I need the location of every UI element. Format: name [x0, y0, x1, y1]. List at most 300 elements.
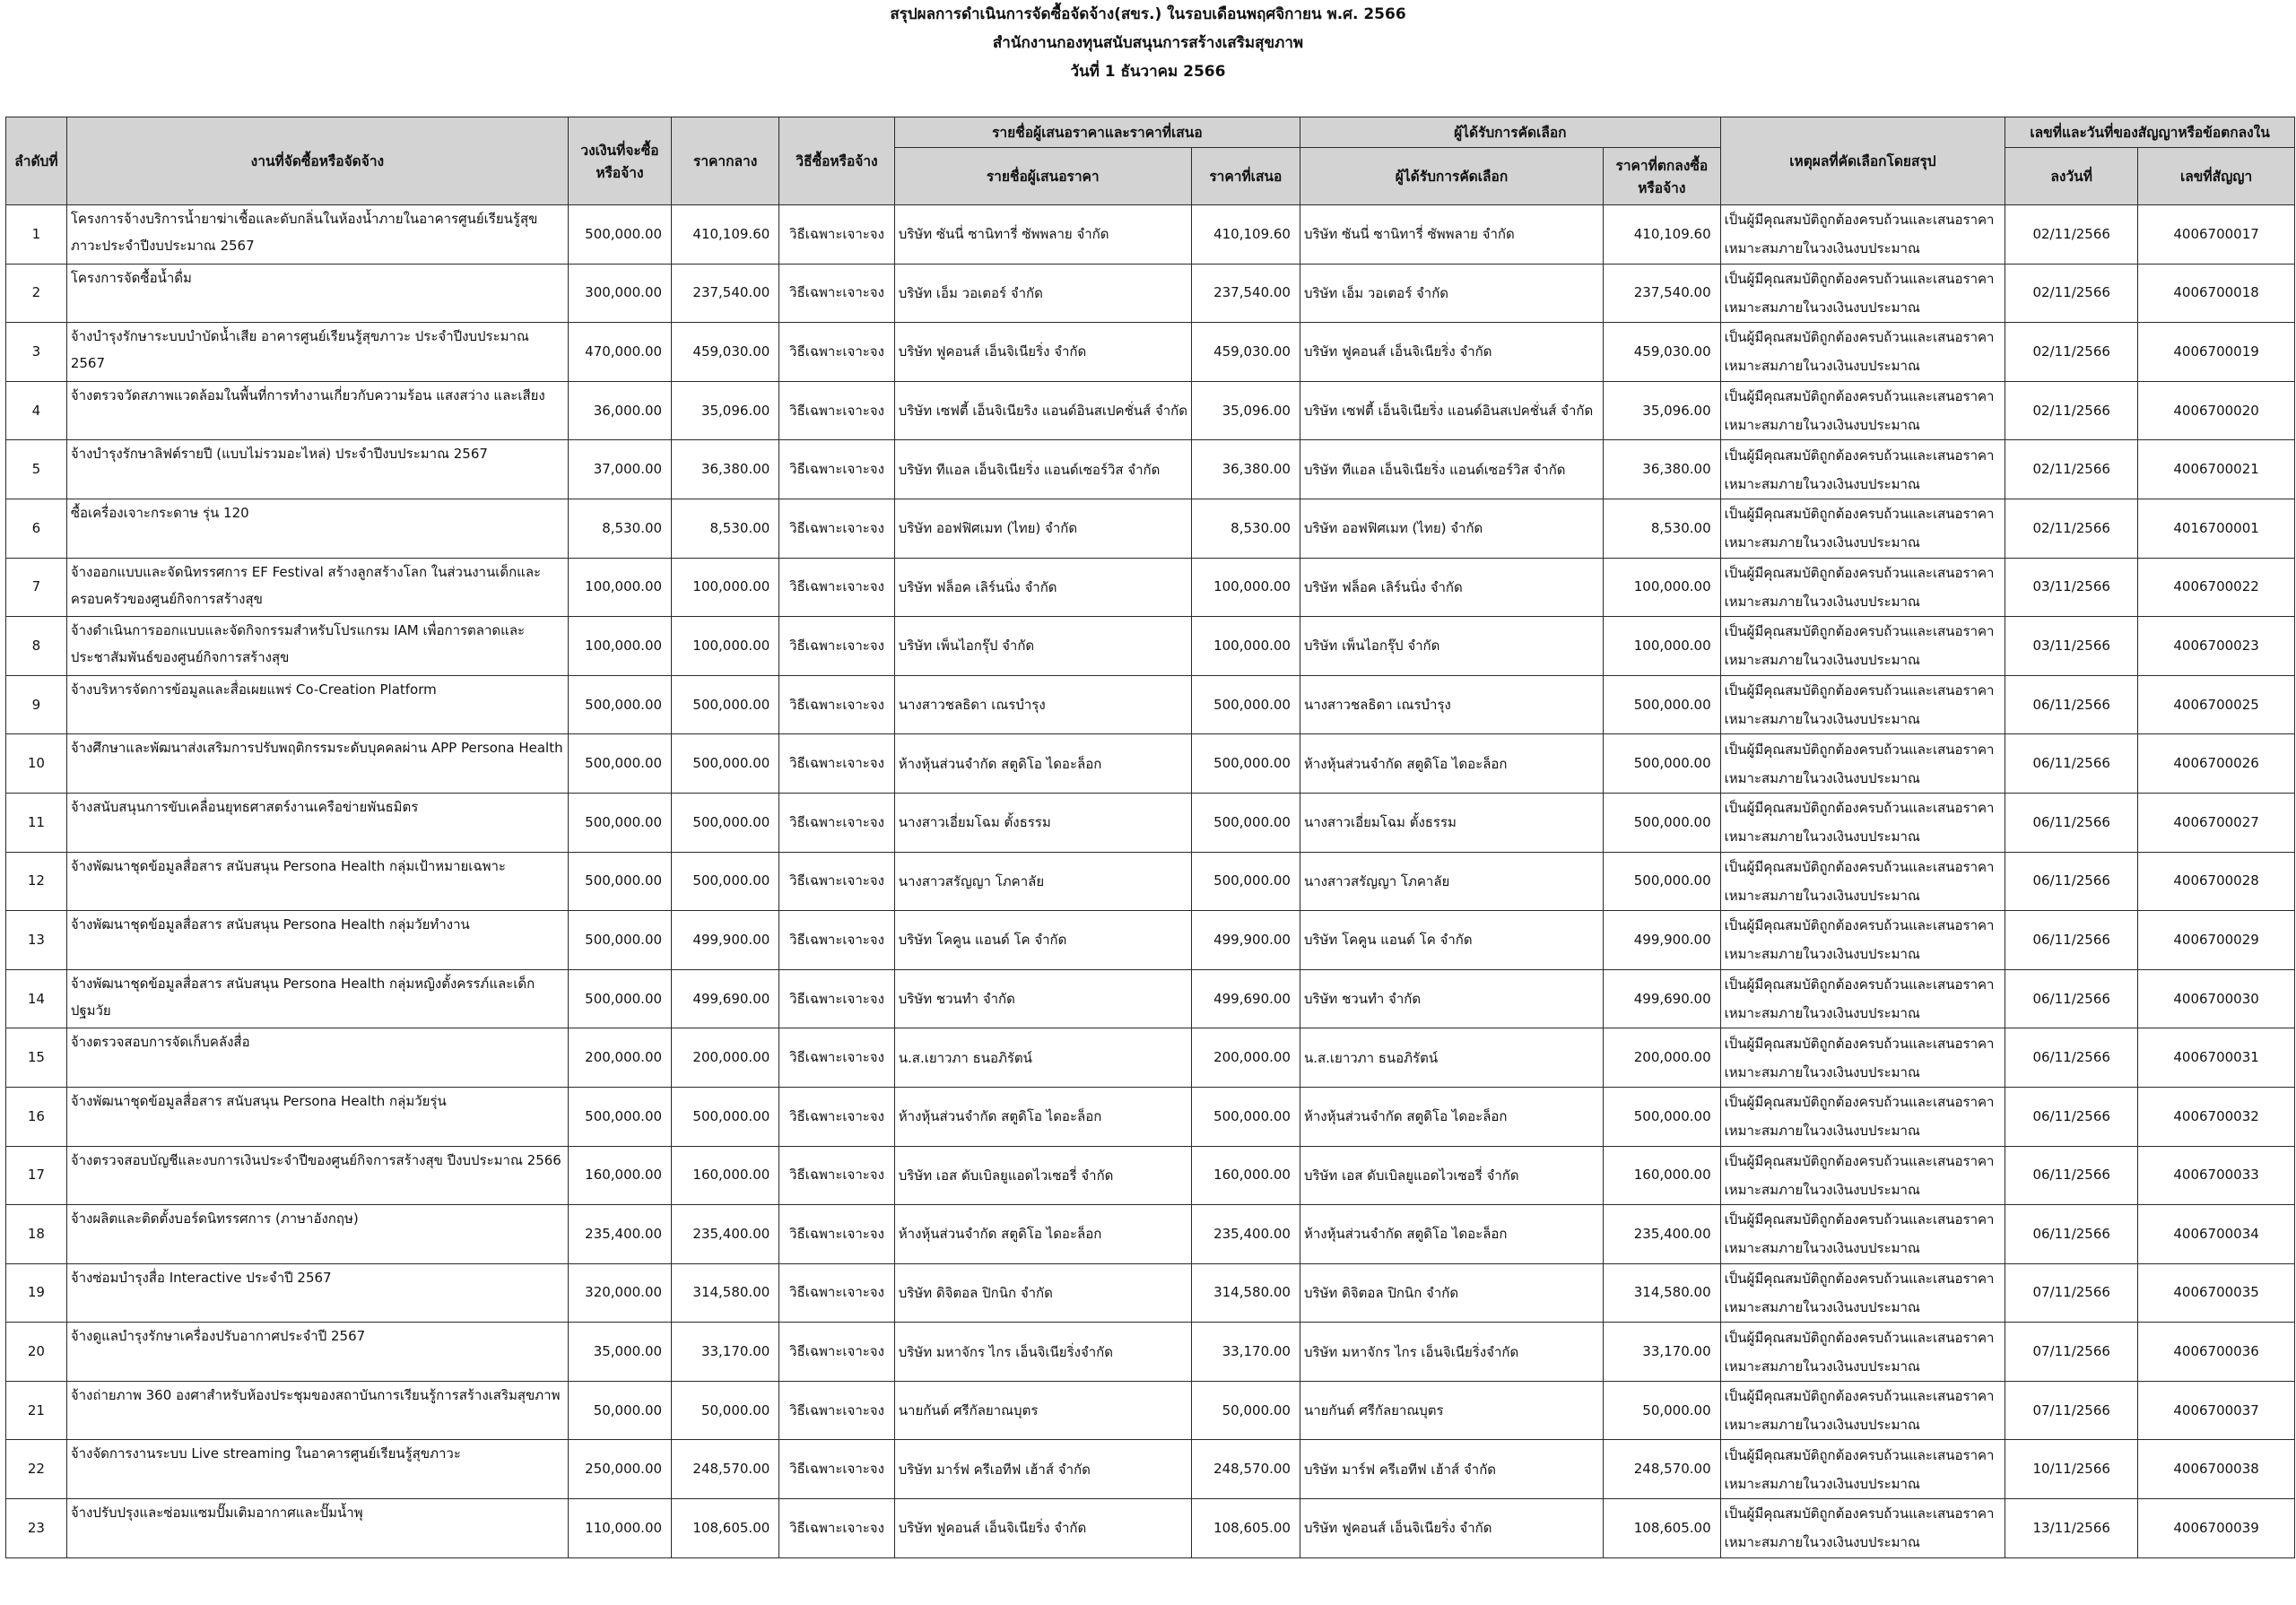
cell-agreed-price: 500,000.00: [1604, 734, 1721, 794]
table-header: [6, 117, 2295, 205]
cell-budget: 320,000.00: [568, 1263, 671, 1323]
cell-agreed-price: 200,000.00: [1604, 1028, 1721, 1088]
cell-agreed-price: 248,570.00: [1604, 1440, 1721, 1499]
cell-bid-price: 314,580.00: [1191, 1263, 1300, 1323]
cell-method: วิธีเฉพาะเจาะจง: [779, 617, 894, 676]
cell-no: 4: [6, 381, 67, 440]
cell-method: วิธีเฉพาะเจาะจง: [779, 1381, 894, 1440]
cell-bidder: บริษัท เพ็นไอกรุ๊ป จำกัด: [894, 617, 1191, 676]
cell-contract-no: 4006700036: [2138, 1323, 2295, 1382]
cell-no: 22: [6, 1440, 67, 1499]
cell-reason: เป็นผู้มีคุณสมบัติถูกต้องครบถ้วนและเสนอราคาเหมาะสมภายในวงเงินงบประมาณ: [1720, 969, 2005, 1028]
cell-median-price: 500,000.00: [672, 793, 779, 852]
col-header-agreed-price: ราคาที่ตกลงซื้อหรือจ้าง: [1604, 148, 1721, 205]
cell-bidder: บริษัท ออฟฟิศเมท (ไทย) จำกัด: [894, 499, 1191, 558]
cell-contract-date: 03/11/2566: [2005, 558, 2138, 617]
cell-median-price: 248,570.00: [672, 1440, 779, 1499]
cell-reason: เป็นผู้มีคุณสมบัติถูกต้องครบถ้วนและเสนอราคาเหมาะสมภายในวงเงินงบประมาณ: [1720, 558, 2005, 617]
cell-winner: บริษัท ฟูคอนส์ เอ็นจิเนียริ่ง จำกัด: [1300, 1499, 1603, 1558]
cell-budget: 235,400.00: [568, 1205, 671, 1264]
cell-bid-price: 100,000.00: [1191, 558, 1300, 617]
cell-agreed-price: 36,380.00: [1604, 440, 1721, 499]
cell-agreed-price: 500,000.00: [1604, 852, 1721, 911]
table-row: [6, 205, 2295, 265]
cell-budget: 160,000.00: [568, 1146, 671, 1205]
cell-contract-date: 06/11/2566: [2005, 1146, 2138, 1205]
cell-budget: 110,000.00: [568, 1499, 671, 1558]
table-row: [6, 440, 2295, 499]
cell-agreed-price: 410,109.60: [1604, 205, 1721, 265]
cell-reason: เป็นผู้มีคุณสมบัติถูกต้องครบถ้วนและเสนอราคาเหมาะสมภายในวงเงินงบประมาณ: [1720, 852, 2005, 911]
cell-item: จ้างดูแลบำรุงรักษาเครื่องปรับอากาศประจำปี 2567: [66, 1323, 568, 1382]
cell-item: จ้างตรวจสอบการจัดเก็บคลังสื่อ: [66, 1028, 568, 1088]
cell-agreed-price: 160,000.00: [1604, 1146, 1721, 1205]
cell-agreed-price: 500,000.00: [1604, 793, 1721, 852]
cell-contract-no: 4006700017: [2138, 205, 2295, 265]
cell-winner: ห้างหุ้นส่วนจำกัด สตูดิโอ ไดอะล็อก: [1300, 1087, 1603, 1146]
cell-no: 8: [6, 617, 67, 676]
table-row: [6, 852, 2295, 911]
cell-reason: เป็นผู้มีคุณสมบัติถูกต้องครบถ้วนและเสนอราคาเหมาะสมภายในวงเงินงบประมาณ: [1720, 264, 2005, 323]
cell-contract-date: 06/11/2566: [2005, 1205, 2138, 1264]
cell-item: จ้างตรวจสอบบัญชีและงบการเงินประจำปีของศูนย์กิจการสร้างสุข ปีงบประมาณ 2566: [66, 1146, 568, 1205]
cell-bid-price: 235,400.00: [1191, 1205, 1300, 1264]
cell-budget: 100,000.00: [568, 617, 671, 676]
cell-median-price: 35,096.00: [672, 381, 779, 440]
cell-agreed-price: 35,096.00: [1604, 381, 1721, 440]
cell-bidder: ห้างหุ้นส่วนจำกัด สตูดิโอ ไดอะล็อก: [894, 734, 1191, 794]
cell-no: 21: [6, 1381, 67, 1440]
cell-item: จ้างผลิตและติดตั้งบอร์ดนิทรรศการ (ภาษาอังกฤษ): [66, 1205, 568, 1264]
cell-median-price: 459,030.00: [672, 323, 779, 382]
cell-no: 16: [6, 1087, 67, 1146]
cell-bidder: ห้างหุ้นส่วนจำกัด สตูดิโอ ไดอะล็อก: [894, 1205, 1191, 1264]
cell-winner: นางสาวสรัญญา โภคาลัย: [1300, 852, 1603, 911]
cell-median-price: 499,900.00: [672, 911, 779, 970]
cell-winner: บริษัท ฟล็อค เลิร์นนิ่ง จำกัด: [1300, 558, 1603, 617]
cell-agreed-price: 8,530.00: [1604, 499, 1721, 558]
cell-bid-price: 500,000.00: [1191, 852, 1300, 911]
cell-reason: เป็นผู้มีคุณสมบัติถูกต้องครบถ้วนและเสนอราคาเหมาะสมภายในวงเงินงบประมาณ: [1720, 734, 2005, 794]
cell-item: จ้างจัดการงานระบบ Live streaming ในอาคารศูนย์เรียนรู้สุขภาวะ: [66, 1440, 568, 1499]
table-row: [6, 558, 2295, 617]
cell-contract-date: 07/11/2566: [2005, 1381, 2138, 1440]
cell-bidder: บริษัท ซันนี่ ซานิทารี่ ซัพพลาย จำกัด: [894, 205, 1191, 265]
cell-item: จ้างบำรุงรักษาระบบบำบัดน้ำเสีย อาคารศูนย์เรียนรู้สุขภาวะ ประจำปีงบประมาณ 2567: [66, 323, 568, 382]
procurement-table: [5, 117, 2295, 1558]
cell-budget: 500,000.00: [568, 911, 671, 970]
cell-agreed-price: 237,540.00: [1604, 264, 1721, 323]
cell-reason: เป็นผู้มีคุณสมบัติถูกต้องครบถ้วนและเสนอราคาเหมาะสมภายในวงเงินงบประมาณ: [1720, 1205, 2005, 1264]
table-row: [6, 1323, 2295, 1382]
table-row: [6, 1028, 2295, 1088]
cell-contract-no: 4016700001: [2138, 499, 2295, 558]
cell-bidder: บริษัท เอส ดับเบิลยูแอดไวเซอรี่ จำกัด: [894, 1146, 1191, 1205]
cell-reason: เป็นผู้มีคุณสมบัติถูกต้องครบถ้วนและเสนอราคาเหมาะสมภายในวงเงินงบประมาณ: [1720, 1263, 2005, 1323]
cell-contract-no: 4006700034: [2138, 1205, 2295, 1264]
cell-no: 13: [6, 911, 67, 970]
cell-budget: 100,000.00: [568, 558, 671, 617]
cell-budget: 500,000.00: [568, 734, 671, 794]
cell-contract-date: 07/11/2566: [2005, 1323, 2138, 1382]
cell-winner: บริษัท โคคูน แอนด์ โค จำกัด: [1300, 911, 1603, 970]
cell-median-price: 314,580.00: [672, 1263, 779, 1323]
cell-no: 23: [6, 1499, 67, 1558]
cell-contract-date: 06/11/2566: [2005, 1087, 2138, 1146]
cell-winner: บริษัท ทีแอล เอ็นจิเนียริ่ง แอนด์เซอร์วิส จำกัด: [1300, 440, 1603, 499]
cell-bidder: บริษัท เอ็ม วอเตอร์ จำกัด: [894, 264, 1191, 323]
cell-bidder: นางสาวชลธิดา เณรบำรุง: [894, 675, 1191, 734]
cell-bid-price: 8,530.00: [1191, 499, 1300, 558]
cell-agreed-price: 108,605.00: [1604, 1499, 1721, 1558]
table-row: [6, 675, 2295, 734]
cell-bidder: บริษัท มหาจักร ไกร เอ็นจิเนียริ่งจำกัด: [894, 1323, 1191, 1382]
cell-bidder: บริษัท ฟูคอนส์ เอ็นจิเนียริ่ง จำกัด: [894, 1499, 1191, 1558]
cell-winner: ห้างหุ้นส่วนจำกัด สตูดิโอ ไดอะล็อก: [1300, 1205, 1603, 1264]
cell-no: 2: [6, 264, 67, 323]
cell-bid-price: 35,096.00: [1191, 381, 1300, 440]
col-header-bidder: รายชื่อผู้เสนอราคา: [894, 148, 1191, 205]
cell-contract-date: 13/11/2566: [2005, 1499, 2138, 1558]
cell-item: จ้างตรวจวัดสภาพแวดล้อมในพื้นที่การทำงานเกี่ยวกับความร้อน แสงสว่าง และเสียง: [66, 381, 568, 440]
cell-contract-no: 4006700037: [2138, 1381, 2295, 1440]
cell-method: วิธีเฉพาะเจาะจง: [779, 911, 894, 970]
cell-reason: เป็นผู้มีคุณสมบัติถูกต้องครบถ้วนและเสนอราคาเหมาะสมภายในวงเงินงบประมาณ: [1720, 1146, 2005, 1205]
cell-budget: 500,000.00: [568, 1087, 671, 1146]
cell-contract-date: 06/11/2566: [2005, 1028, 2138, 1088]
col-header-reason: เหตุผลที่คัดเลือกโดยสรุป: [1720, 117, 2005, 205]
cell-contract-date: 10/11/2566: [2005, 1440, 2138, 1499]
table-row: [6, 323, 2295, 382]
cell-contract-no: 4006700035: [2138, 1263, 2295, 1323]
col-group-contract: เลขที่และวันที่ของสัญญาหรือข้อตกลงใน: [2005, 117, 2295, 148]
cell-bidder: น.ส.เยาวภา ธนอภิรัตน์: [894, 1028, 1191, 1088]
cell-contract-date: 02/11/2566: [2005, 499, 2138, 558]
cell-item: จ้างถ่ายภาพ 360 องศาสำหรับห้องประชุมของสถาบันการเรียนรู้การสร้างเสริมสุขภาพ: [66, 1381, 568, 1440]
cell-median-price: 100,000.00: [672, 617, 779, 676]
cell-method: วิธีเฉพาะเจาะจง: [779, 969, 894, 1028]
col-header-contract-no: เลขที่สัญญา: [2138, 148, 2295, 205]
cell-contract-date: 06/11/2566: [2005, 734, 2138, 794]
cell-contract-no: 4006700019: [2138, 323, 2295, 382]
cell-contract-no: 4006700021: [2138, 440, 2295, 499]
cell-reason: เป็นผู้มีคุณสมบัติถูกต้องครบถ้วนและเสนอราคาเหมาะสมภายในวงเงินงบประมาณ: [1720, 1323, 2005, 1382]
cell-item: จ้างบำรุงรักษาลิฟต์รายปี (แบบไม่รวมอะไหล่) ประจำปีงบประมาณ 2567: [66, 440, 568, 499]
cell-budget: 500,000.00: [568, 852, 671, 911]
cell-budget: 250,000.00: [568, 1440, 671, 1499]
cell-contract-no: 4006700030: [2138, 969, 2295, 1028]
cell-winner: บริษัท ออฟฟิศเมท (ไทย) จำกัด: [1300, 499, 1603, 558]
col-header-method: วิธีซื้อหรือจ้าง: [779, 117, 894, 205]
cell-bidder: บริษัท โคคูน แอนด์ โค จำกัด: [894, 911, 1191, 970]
cell-item: โครงการจัดซื้อน้ำดื่ม: [66, 264, 568, 323]
cell-contract-date: 03/11/2566: [2005, 617, 2138, 676]
cell-reason: เป็นผู้มีคุณสมบัติถูกต้องครบถ้วนและเสนอราคาเหมาะสมภายในวงเงินงบประมาณ: [1720, 617, 2005, 676]
cell-winner: บริษัท ดิจิตอล ปิกนิก จำกัด: [1300, 1263, 1603, 1323]
cell-contract-no: 4006700032: [2138, 1087, 2295, 1146]
cell-no: 10: [6, 734, 67, 794]
cell-winner: บริษัท มาร์ฟ ครีเอทีฟ เฮ้าส์ จำกัด: [1300, 1440, 1603, 1499]
cell-method: วิธีเฉพาะเจาะจง: [779, 264, 894, 323]
cell-contract-no: 4006700020: [2138, 381, 2295, 440]
cell-contract-date: 06/11/2566: [2005, 911, 2138, 970]
report-title: สรุปผลการดำเนินการจัดซื้อจัดจ้าง(สขร.) ในรอบเดือนพฤศจิกายน พ.ศ. 2566: [890, 5, 1406, 23]
cell-median-price: 8,530.00: [672, 499, 779, 558]
cell-no: 11: [6, 793, 67, 852]
cell-method: วิธีเฉพาะเจาะจง: [779, 734, 894, 794]
cell-budget: 500,000.00: [568, 675, 671, 734]
cell-no: 9: [6, 675, 67, 734]
cell-method: วิธีเฉพาะเจาะจง: [779, 1146, 894, 1205]
cell-budget: 500,000.00: [568, 969, 671, 1028]
cell-contract-date: 06/11/2566: [2005, 793, 2138, 852]
cell-method: วิธีเฉพาะเจาะจง: [779, 440, 894, 499]
cell-reason: เป็นผู้มีคุณสมบัติถูกต้องครบถ้วนและเสนอราคาเหมาะสมภายในวงเงินงบประมาณ: [1720, 1028, 2005, 1088]
cell-item: จ้างพัฒนาชุดข้อมูลสื่อสาร สนับสนุน Persona Health กลุ่มวัยรุ่น: [66, 1087, 568, 1146]
cell-contract-no: 4006700026: [2138, 734, 2295, 794]
cell-no: 17: [6, 1146, 67, 1205]
cell-reason: เป็นผู้มีคุณสมบัติถูกต้องครบถ้วนและเสนอราคาเหมาะสมภายในวงเงินงบประมาณ: [1720, 205, 2005, 265]
cell-bidder: นางสาวเอี่ยมโฉม ตั้งธรรม: [894, 793, 1191, 852]
cell-budget: 470,000.00: [568, 323, 671, 382]
cell-method: วิธีเฉพาะเจาะจง: [779, 1028, 894, 1088]
cell-no: 18: [6, 1205, 67, 1264]
cell-bidder: ห้างหุ้นส่วนจำกัด สตูดิโอ ไดอะล็อก: [894, 1087, 1191, 1146]
cell-no: 1: [6, 205, 67, 265]
cell-contract-no: 4006700027: [2138, 793, 2295, 852]
table-row: [6, 1146, 2295, 1205]
cell-winner: นางสาวชลธิดา เณรบำรุง: [1300, 675, 1603, 734]
cell-winner: บริษัท ซันนี่ ซานิทารี่ ซัพพลาย จำกัด: [1300, 205, 1603, 265]
cell-winner: บริษัท ฟูคอนส์ เอ็นจิเนียริ่ง จำกัด: [1300, 323, 1603, 382]
cell-median-price: 50,000.00: [672, 1381, 779, 1440]
cell-reason: เป็นผู้มีคุณสมบัติถูกต้องครบถ้วนและเสนอราคาเหมาะสมภายในวงเงินงบประมาณ: [1720, 499, 2005, 558]
cell-winner: บริษัท เอ็ม วอเตอร์ จำกัด: [1300, 264, 1603, 323]
table-row: [6, 264, 2295, 323]
cell-contract-date: 07/11/2566: [2005, 1263, 2138, 1323]
cell-bidder: นางสาวสรัญญา โภคาลัย: [894, 852, 1191, 911]
cell-median-price: 160,000.00: [672, 1146, 779, 1205]
cell-method: วิธีเฉพาะเจาะจง: [779, 381, 894, 440]
cell-contract-no: 4006700033: [2138, 1146, 2295, 1205]
cell-winner: บริษัท เซฟตี้ เอ็นจิเนียริ่ง แอนด์อินสเปคชั่นส์ จำกัด: [1300, 381, 1603, 440]
cell-agreed-price: 100,000.00: [1604, 558, 1721, 617]
cell-bid-price: 108,605.00: [1191, 1499, 1300, 1558]
table-row: [6, 381, 2295, 440]
table-row: [6, 1381, 2295, 1440]
cell-bid-price: 237,540.00: [1191, 264, 1300, 323]
cell-method: วิธีเฉพาะเจาะจง: [779, 205, 894, 265]
table-row: [6, 1440, 2295, 1499]
cell-median-price: 237,540.00: [672, 264, 779, 323]
cell-contract-no: 4006700018: [2138, 264, 2295, 323]
table-row: [6, 793, 2295, 852]
cell-bid-price: 33,170.00: [1191, 1323, 1300, 1382]
cell-method: วิธีเฉพาะเจาะจง: [779, 793, 894, 852]
cell-agreed-price: 235,400.00: [1604, 1205, 1721, 1264]
col-header-bid-price: ราคาที่เสนอ: [1191, 148, 1300, 205]
cell-method: วิธีเฉพาะเจาะจง: [779, 558, 894, 617]
cell-reason: เป็นผู้มีคุณสมบัติถูกต้องครบถ้วนและเสนอราคาเหมาะสมภายในวงเงินงบประมาณ: [1720, 911, 2005, 970]
cell-contract-date: 02/11/2566: [2005, 264, 2138, 323]
cell-contract-date: 06/11/2566: [2005, 852, 2138, 911]
cell-contract-no: 4006700022: [2138, 558, 2295, 617]
table-row: [6, 1499, 2295, 1558]
report-date: วันที่ 1 ธันวาคม 2566: [1070, 63, 1226, 81]
cell-method: วิธีเฉพาะเจาะจง: [779, 852, 894, 911]
cell-median-price: 499,690.00: [672, 969, 779, 1028]
cell-median-price: 500,000.00: [672, 675, 779, 734]
cell-method: วิธีเฉพาะเจาะจง: [779, 675, 894, 734]
cell-median-price: 410,109.60: [672, 205, 779, 265]
cell-no: 15: [6, 1028, 67, 1088]
cell-contract-date: 02/11/2566: [2005, 205, 2138, 265]
table-row: [6, 734, 2295, 794]
cell-item: ซื้อเครื่องเจาะกระดาษ รุ่น 120: [66, 499, 568, 558]
cell-method: วิธีเฉพาะเจาะจง: [779, 1499, 894, 1558]
col-header-median-price: ราคากลาง: [672, 117, 779, 205]
col-group-winner: ผู้ได้รับการคัดเลือก: [1300, 117, 1720, 148]
cell-median-price: 36,380.00: [672, 440, 779, 499]
cell-agreed-price: 459,030.00: [1604, 323, 1721, 382]
cell-bidder: บริษัท ชวนทำ จำกัด: [894, 969, 1191, 1028]
cell-item: จ้างซ่อมบำรุงสื่อ Interactive ประจำปี 2567: [66, 1263, 568, 1323]
cell-contract-no: 4006700038: [2138, 1440, 2295, 1499]
cell-median-price: 500,000.00: [672, 734, 779, 794]
cell-contract-date: 06/11/2566: [2005, 675, 2138, 734]
cell-contract-date: 02/11/2566: [2005, 440, 2138, 499]
table-body: [6, 205, 2295, 1558]
cell-winner: นางสาวเอี่ยมโฉม ตั้งธรรม: [1300, 793, 1603, 852]
cell-method: วิธีเฉพาะเจาะจง: [779, 323, 894, 382]
table-row: [6, 1087, 2295, 1146]
cell-no: 14: [6, 969, 67, 1028]
cell-bidder: บริษัท ดิจิตอล ปิกนิก จำกัด: [894, 1263, 1191, 1323]
cell-bid-price: 100,000.00: [1191, 617, 1300, 676]
cell-budget: 500,000.00: [568, 793, 671, 852]
cell-contract-no: 4006700023: [2138, 617, 2295, 676]
table-row: [6, 969, 2295, 1028]
cell-contract-no: 4006700028: [2138, 852, 2295, 911]
cell-bidder: บริษัท ทีแอล เอ็นจิเนียริ่ง แอนด์เซอร์วิส จำกัด: [894, 440, 1191, 499]
cell-item: จ้างออกแบบและจัดนิทรรศการ EF Festival สร้างลูกสร้างโลก ในส่วนงานเด็กและครอบครัวของศูนย์กิจการสร้างสุข: [66, 558, 568, 617]
cell-reason: เป็นผู้มีคุณสมบัติถูกต้องครบถ้วนและเสนอราคาเหมาะสมภายในวงเงินงบประมาณ: [1720, 440, 2005, 499]
cell-budget: 500,000.00: [568, 205, 671, 265]
cell-winner: น.ส.เยาวภา ธนอภิรัตน์: [1300, 1028, 1603, 1088]
col-group-bidders: รายชื่อผู้เสนอราคาและราคาที่เสนอ: [894, 117, 1300, 148]
cell-winner: บริษัท เอส ดับเบิลยูแอดไวเซอรี่ จำกัด: [1300, 1146, 1603, 1205]
cell-bid-price: 499,690.00: [1191, 969, 1300, 1028]
cell-item: จ้างบริหารจัดการข้อมูลและสื่อเผยแพร่ Co-Creation Platform: [66, 675, 568, 734]
cell-item: จ้างพัฒนาชุดข้อมูลสื่อสาร สนับสนุน Persona Health กลุ่มหญิงตั้งครรภ์และเด็กปฐมวัย: [66, 969, 568, 1028]
cell-winner: บริษัท มหาจักร ไกร เอ็นจิเนียริ่งจำกัด: [1300, 1323, 1603, 1382]
cell-bidder: นายกันต์ ศรีกัลยาณบุตร: [894, 1381, 1191, 1440]
cell-agreed-price: 50,000.00: [1604, 1381, 1721, 1440]
table-row: [6, 499, 2295, 558]
cell-agreed-price: 499,900.00: [1604, 911, 1721, 970]
cell-budget: 200,000.00: [568, 1028, 671, 1088]
cell-median-price: 33,170.00: [672, 1323, 779, 1382]
cell-agreed-price: 499,690.00: [1604, 969, 1721, 1028]
cell-budget: 8,530.00: [568, 499, 671, 558]
cell-bid-price: 50,000.00: [1191, 1381, 1300, 1440]
cell-bid-price: 459,030.00: [1191, 323, 1300, 382]
cell-bid-price: 499,900.00: [1191, 911, 1300, 970]
cell-contract-date: 06/11/2566: [2005, 969, 2138, 1028]
cell-bid-price: 500,000.00: [1191, 1087, 1300, 1146]
cell-reason: เป็นผู้มีคุณสมบัติถูกต้องครบถ้วนและเสนอราคาเหมาะสมภายในวงเงินงบประมาณ: [1720, 1440, 2005, 1499]
cell-median-price: 500,000.00: [672, 1087, 779, 1146]
cell-contract-date: 02/11/2566: [2005, 381, 2138, 440]
cell-median-price: 100,000.00: [672, 558, 779, 617]
table-row: [6, 1263, 2295, 1323]
cell-agreed-price: 500,000.00: [1604, 675, 1721, 734]
cell-winner: บริษัท ชวนทำ จำกัด: [1300, 969, 1603, 1028]
table-row: [6, 1205, 2295, 1264]
cell-item: จ้างพัฒนาชุดข้อมูลสื่อสาร สนับสนุน Persona Health กลุ่มเป้าหมายเฉพาะ: [66, 852, 568, 911]
cell-agreed-price: 314,580.00: [1604, 1263, 1721, 1323]
cell-winner: ห้างหุ้นส่วนจำกัด สตูดิโอ ไดอะล็อก: [1300, 734, 1603, 794]
cell-agreed-price: 33,170.00: [1604, 1323, 1721, 1382]
cell-reason: เป็นผู้มีคุณสมบัติถูกต้องครบถ้วนและเสนอราคาเหมาะสมภายในวงเงินงบประมาณ: [1720, 793, 2005, 852]
cell-bidder: บริษัท ฟูคอนส์ เอ็นจิเนียริ่ง จำกัด: [894, 323, 1191, 382]
cell-item: จ้างปรับปรุงและซ่อมแซมปั๊มเติมอากาศและปั๊มน้ำพุ: [66, 1499, 568, 1558]
cell-bid-price: 500,000.00: [1191, 793, 1300, 852]
cell-reason: เป็นผู้มีคุณสมบัติถูกต้องครบถ้วนและเสนอราคาเหมาะสมภายในวงเงินงบประมาณ: [1720, 1381, 2005, 1440]
cell-median-price: 500,000.00: [672, 852, 779, 911]
cell-contract-no: 4006700039: [2138, 1499, 2295, 1558]
cell-contract-no: 4006700031: [2138, 1028, 2295, 1088]
cell-bid-price: 248,570.00: [1191, 1440, 1300, 1499]
cell-bid-price: 200,000.00: [1191, 1028, 1300, 1088]
cell-method: วิธีเฉพาะเจาะจง: [779, 499, 894, 558]
cell-agreed-price: 500,000.00: [1604, 1087, 1721, 1146]
cell-reason: เป็นผู้มีคุณสมบัติถูกต้องครบถ้วนและเสนอราคาเหมาะสมภายในวงเงินงบประมาณ: [1720, 323, 2005, 382]
cell-no: 12: [6, 852, 67, 911]
cell-agreed-price: 100,000.00: [1604, 617, 1721, 676]
cell-bidder: บริษัท มาร์ฟ ครีเอทีฟ เฮ้าส์ จำกัด: [894, 1440, 1191, 1499]
cell-bid-price: 36,380.00: [1191, 440, 1300, 499]
cell-item: จ้างพัฒนาชุดข้อมูลสื่อสาร สนับสนุน Persona Health กลุ่มวัยทำงาน: [66, 911, 568, 970]
cell-reason: เป็นผู้มีคุณสมบัติถูกต้องครบถ้วนและเสนอราคาเหมาะสมภายในวงเงินงบประมาณ: [1720, 675, 2005, 734]
cell-reason: เป็นผู้มีคุณสมบัติถูกต้องครบถ้วนและเสนอราคาเหมาะสมภายในวงเงินงบประมาณ: [1720, 381, 2005, 440]
cell-contract-no: 4006700025: [2138, 675, 2295, 734]
col-header-budget: วงเงินที่จะซื้อหรือจ้าง: [568, 117, 671, 205]
cell-bid-price: 500,000.00: [1191, 734, 1300, 794]
cell-budget: 37,000.00: [568, 440, 671, 499]
cell-winner: บริษัท เพ็นไอกรุ๊ป จำกัด: [1300, 617, 1603, 676]
cell-method: วิธีเฉพาะเจาะจง: [779, 1263, 894, 1323]
cell-bidder: บริษัท เซฟตี้ เอ็นจิเนียริง แอนด์อินสเปคชั่นส์ จำกัด: [894, 381, 1191, 440]
cell-budget: 35,000.00: [568, 1323, 671, 1382]
cell-bid-price: 410,109.60: [1191, 205, 1300, 265]
cell-item: จ้างสนับสนุนการขับเคลื่อนยุทธศาสตร์งานเครือข่ายพันธมิตร: [66, 793, 568, 852]
cell-no: 20: [6, 1323, 67, 1382]
cell-item: จ้างดำเนินการออกแบบและจัดกิจกรรมสำหรับโปรแกรม IAM เพื่อการตลาดและประชาสัมพันธ์ของศูนย์กิจการสร้างสุข: [66, 617, 568, 676]
cell-bid-price: 160,000.00: [1191, 1146, 1300, 1205]
cell-no: 6: [6, 499, 67, 558]
cell-median-price: 235,400.00: [672, 1205, 779, 1264]
col-header-contract-date: ลงวันที่: [2005, 148, 2138, 205]
cell-median-price: 108,605.00: [672, 1499, 779, 1558]
cell-method: วิธีเฉพาะเจาะจง: [779, 1323, 894, 1382]
cell-bidder: บริษัท ฟล็อค เลิร์นนิ่ง จำกัด: [894, 558, 1191, 617]
cell-no: 3: [6, 323, 67, 382]
col-header-item: งานที่จัดซื้อหรือจัดจ้าง: [66, 117, 568, 205]
cell-method: วิธีเฉพาะเจาะจง: [779, 1440, 894, 1499]
cell-reason: เป็นผู้มีคุณสมบัติถูกต้องครบถ้วนและเสนอราคาเหมาะสมภายในวงเงินงบประมาณ: [1720, 1087, 2005, 1146]
cell-contract-date: 02/11/2566: [2005, 323, 2138, 382]
